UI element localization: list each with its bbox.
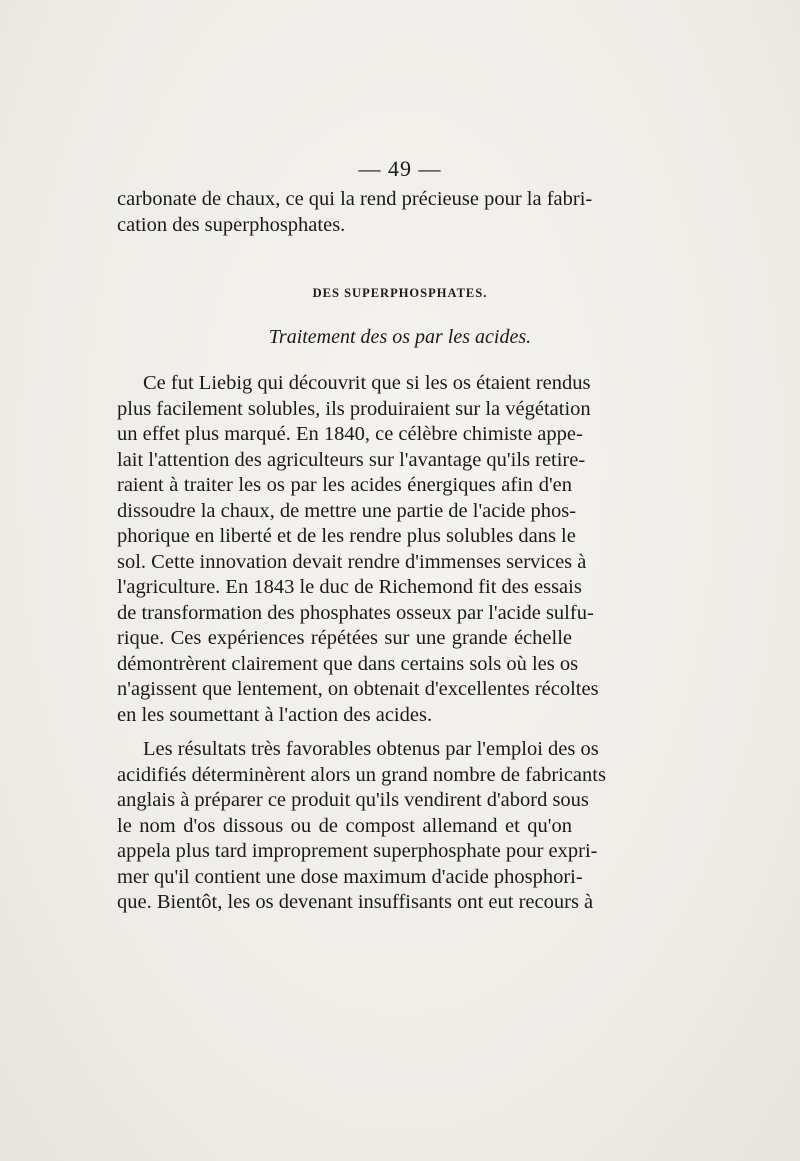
text-line: démontrèrent clairement que dans certains sols où les os	[117, 652, 579, 675]
text-line: un effet plus marqué. En 1840, ce célèbre chimiste appe-	[117, 423, 583, 445]
page-number: — 49 —	[358, 156, 442, 181]
text-line: Les résultats très favorables obtenus par l'emploi des os	[143, 738, 599, 760]
text-line: le nom d'os dissous ou de compost allemand et qu'on	[117, 814, 572, 837]
text-line: mer qu'il contient une dose maximum d'acide phosphori-	[117, 865, 583, 888]
text-line: carbonate de chaux, ce qui la rend précieuse pour la fabri-	[117, 188, 593, 210]
text-line: de transformation des phosphates osseux par l'acide sulfu-	[117, 601, 594, 624]
intro-text	[117, 187, 593, 238]
text-line: en les soumettant à l'action des acides.	[117, 703, 433, 726]
text-line: phorique en liberté et de les rendre plus solubles dans le	[117, 525, 576, 547]
text-line: dissoudre la chaux, de mettre une partie de l'acide phos-	[117, 499, 577, 522]
text-line: plus facilement solubles, ils produiraient sur la végétation	[117, 397, 591, 420]
text-line: rique. Ces expériences répétées sur une grande échelle	[117, 627, 572, 649]
subheading: Traitement des os par les acides.	[268, 326, 532, 348]
text-line: que. Bientôt, les os devenant insuffisants ont eut recours à	[117, 891, 594, 913]
text-line: cation des superphosphates.	[117, 213, 346, 236]
section-heading: DES SUPERPHOSPHATES.	[312, 286, 488, 300]
text-line: lait l'attention des agriculteurs sur l'avantage qu'ils retire-	[117, 448, 586, 471]
text-line: anglais à préparer ce produit qu'ils vendirent d'abord sous	[117, 789, 589, 811]
text-line: n'agissent que lentement, on obtenait d'excellentes récoltes	[117, 678, 599, 700]
text-line: appela plus tard improprement superphosphate pour expri-	[117, 840, 598, 862]
paragraph-1	[117, 371, 599, 728]
paragraph-2	[117, 737, 606, 916]
text-line: sol. Cette innovation devait rendre d'immenses services à	[117, 550, 587, 573]
text-line: acidifiés déterminèrent alors un grand nombre de fabricants	[117, 763, 606, 786]
text-line: Ce fut Liebig qui découvrit que si les os étaient rendus	[143, 372, 591, 394]
text-line: raient à traiter les os par les acides énergiques afin d'en	[117, 474, 572, 496]
text-line: l'agriculture. En 1843 le duc de Richemond fit des essais	[117, 576, 582, 598]
